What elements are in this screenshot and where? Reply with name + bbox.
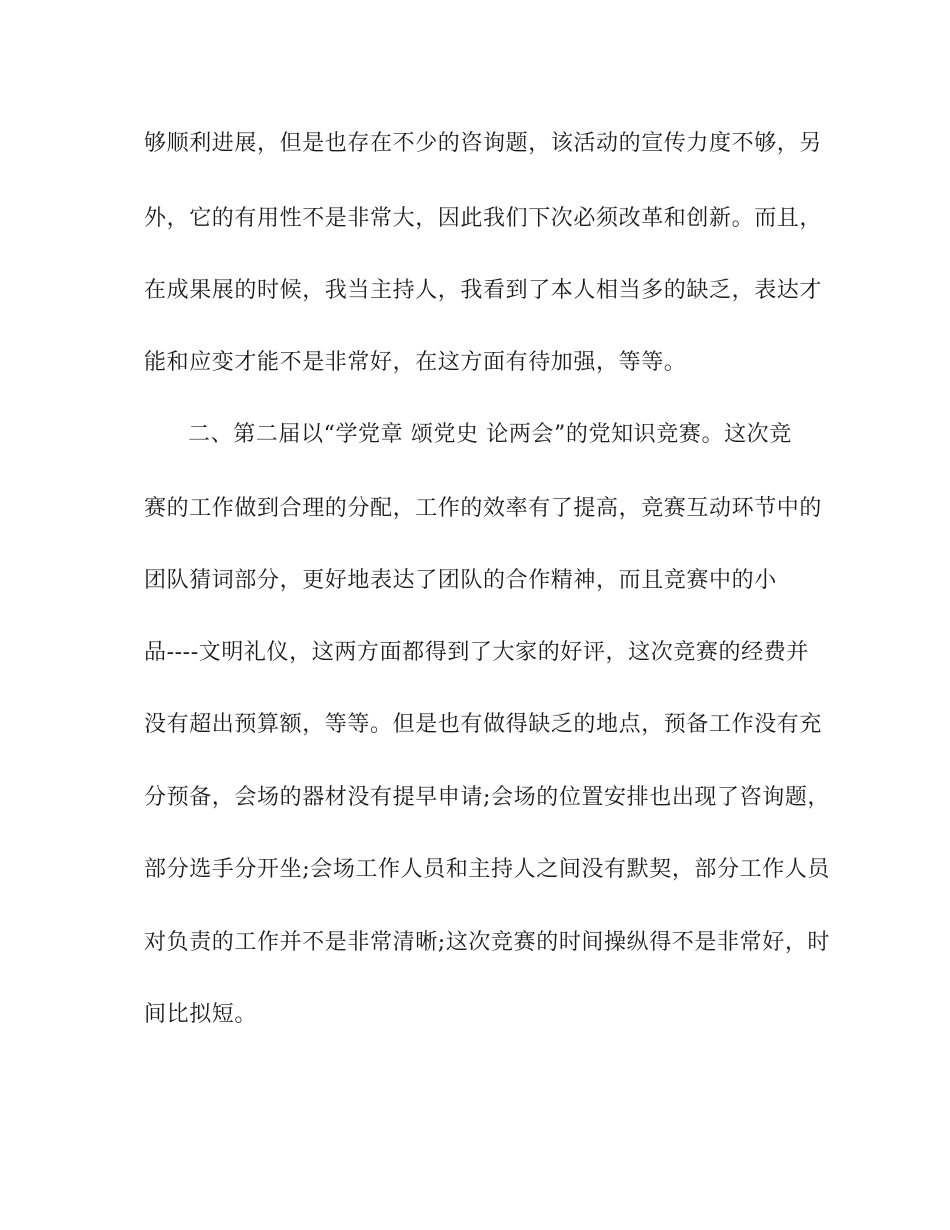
text-line: 外，它的有用性不是非常大，因此我们下次必须改革和创新。而且， (144, 206, 823, 231)
text-line: 团队猜词部分，更好地表达了团队的合作精神，而且竞赛中的小 (144, 568, 777, 593)
text-line: 分预备，会场的器材没有提早申请;会场的位置安排也出现了咨询题， (144, 785, 831, 810)
text-line: 够顺利进展，但是也存在不少的咨询题，该活动的宣传力度不够，另 (144, 131, 823, 156)
text-line: 没有超出预算额，等等。但是也有做得缺乏的地点，预备工作没有充 (144, 712, 823, 737)
text-line: 对负责的工作并不是非常清晰;这次竞赛的时间操纵得不是非常好，时 (144, 930, 831, 955)
text-line: 赛的工作做到合理的分配，工作的效率有了提高，竞赛互动环节中的 (144, 496, 823, 521)
text-line: 间比拟短。 (144, 1002, 258, 1027)
text-line: 部分选手分开坐;会场工作人员和主持人之间没有默契，部分工作人员 (144, 857, 831, 882)
text-line: 在成果展的时候，我当主持人，我看到了本人相当多的缺乏，表达才 (144, 278, 823, 303)
text-line: 品----文明礼仪，这两方面都得到了大家的好评，这次竞赛的经费并 (144, 640, 809, 665)
paragraph-start-line: 二、第二届以“学党章 颂党史 论两会”的党知识竞赛。这次竞 (188, 422, 792, 447)
text-line: 能和应变才能不是非常好，在这方面有待加强，等等。 (144, 350, 687, 375)
